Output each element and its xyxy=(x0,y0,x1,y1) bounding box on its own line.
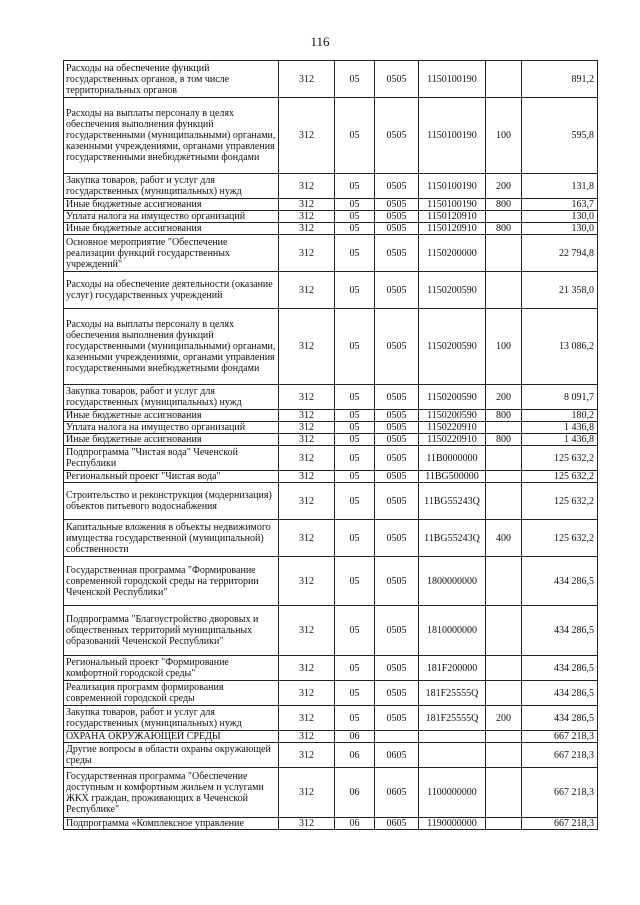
cell-amount: 130,0 xyxy=(522,223,598,235)
cell-name: Основное мероприятие "Обеспечение реализации функций государственных учреждений" xyxy=(64,235,279,272)
cell-ministry: 312 xyxy=(279,706,335,731)
table-body xyxy=(64,61,598,830)
cell-name: Закупка товаров, работ и услуг для государственных (муниципальных) нужд xyxy=(64,385,279,410)
cell-amount: 667 218,3 xyxy=(522,731,598,743)
budget-table xyxy=(63,60,598,830)
cell-type: 100 xyxy=(486,309,522,385)
cell-amount: 891,2 xyxy=(522,61,598,98)
cell-target: 1150100190 xyxy=(419,98,486,174)
cell-ministry: 312 xyxy=(279,446,335,471)
cell-target: 1100000000 xyxy=(419,768,486,818)
cell-type: 200 xyxy=(486,174,522,199)
cell-subsection: 0505 xyxy=(375,309,419,385)
cell-ministry: 312 xyxy=(279,309,335,385)
cell-ministry: 312 xyxy=(279,471,335,483)
table-row xyxy=(64,410,598,422)
table-row xyxy=(64,422,598,434)
cell-section: 05 xyxy=(335,681,375,706)
cell-name: Реализация программ формирования современной городской среды xyxy=(64,681,279,706)
cell-target: 11BG55243Q xyxy=(419,483,486,520)
cell-target: 1150120910 xyxy=(419,211,486,223)
cell-subsection: 0505 xyxy=(375,211,419,223)
cell-amount: 21 358,0 xyxy=(522,272,598,309)
cell-amount: 125 632,2 xyxy=(522,483,598,520)
cell-target: 181F200000 xyxy=(419,656,486,681)
table-row xyxy=(64,98,598,174)
cell-name: Иные бюджетные ассигнования xyxy=(64,199,279,211)
cell-type: 800 xyxy=(486,410,522,422)
table-row xyxy=(64,223,598,235)
cell-amount: 667 218,3 xyxy=(522,768,598,818)
cell-section: 05 xyxy=(335,656,375,681)
cell-section: 05 xyxy=(335,211,375,223)
cell-type: 800 xyxy=(486,434,522,446)
cell-name: Региональный проект "Формирование комфортной городской среды" xyxy=(64,656,279,681)
cell-type xyxy=(486,483,522,520)
cell-subsection xyxy=(375,731,419,743)
cell-amount: 125 632,2 xyxy=(522,471,598,483)
cell-type xyxy=(486,61,522,98)
cell-name: ОХРАНА ОКРУЖАЮЩЕЙ СРЕДЫ xyxy=(64,731,279,743)
cell-type xyxy=(486,211,522,223)
cell-subsection: 0505 xyxy=(375,446,419,471)
table-row xyxy=(64,446,598,471)
cell-name: Уплата налога на имущество организаций xyxy=(64,422,279,434)
table-row xyxy=(64,656,598,681)
cell-section: 05 xyxy=(335,446,375,471)
cell-section: 06 xyxy=(335,743,375,768)
cell-ministry: 312 xyxy=(279,731,335,743)
cell-ministry: 312 xyxy=(279,174,335,199)
cell-ministry: 312 xyxy=(279,385,335,410)
cell-target: 1150100190 xyxy=(419,174,486,199)
cell-subsection: 0505 xyxy=(375,422,419,434)
cell-type xyxy=(486,557,522,606)
cell-type: 200 xyxy=(486,385,522,410)
cell-ministry: 312 xyxy=(279,681,335,706)
cell-ministry: 312 xyxy=(279,656,335,681)
cell-name: Государственная программа "Обеспечение доступным и комфортным жильем и услугами ЖКХ граждан, проживающих в Чеченской Республике" xyxy=(64,768,279,818)
cell-ministry: 312 xyxy=(279,557,335,606)
cell-target: 1810000000 xyxy=(419,606,486,656)
cell-ministry: 312 xyxy=(279,434,335,446)
cell-ministry: 312 xyxy=(279,818,335,830)
cell-section: 05 xyxy=(335,61,375,98)
cell-name: Подпрограмма «Комплексное управление xyxy=(64,818,279,830)
cell-type xyxy=(486,818,522,830)
cell-type xyxy=(486,768,522,818)
cell-name: Иные бюджетные ассигнования xyxy=(64,434,279,446)
cell-type xyxy=(486,731,522,743)
cell-type xyxy=(486,656,522,681)
page-number: 116 xyxy=(310,34,330,49)
cell-target: 1150120910 xyxy=(419,223,486,235)
cell-target: 1150200590 xyxy=(419,410,486,422)
cell-amount: 130,0 xyxy=(522,211,598,223)
table-row xyxy=(64,309,598,385)
cell-subsection: 0505 xyxy=(375,434,419,446)
cell-section: 06 xyxy=(335,768,375,818)
cell-section: 05 xyxy=(335,98,375,174)
table-row xyxy=(64,174,598,199)
cell-type xyxy=(486,272,522,309)
cell-name: Региональный проект "Чистая вода" xyxy=(64,471,279,483)
cell-ministry: 312 xyxy=(279,743,335,768)
cell-name: Иные бюджетные ассигнования xyxy=(64,410,279,422)
cell-ministry: 312 xyxy=(279,211,335,223)
cell-name: Расходы на выплаты персоналу в целях обеспечения выполнения функций государственными (муниципальными) органами, казенными учреждениями, органами управления государственными внебюджетными фондами xyxy=(64,98,279,174)
table-row xyxy=(64,211,598,223)
cell-ministry: 312 xyxy=(279,422,335,434)
table-row xyxy=(64,272,598,309)
cell-amount: 180,2 xyxy=(522,410,598,422)
cell-name: Подпрограмма "Чистая вода" Чеченской Республики xyxy=(64,446,279,471)
table-row xyxy=(64,743,598,768)
cell-subsection: 0505 xyxy=(375,174,419,199)
cell-target: 11BG500000 xyxy=(419,471,486,483)
cell-ministry: 312 xyxy=(279,410,335,422)
cell-ministry: 312 xyxy=(279,272,335,309)
cell-section: 05 xyxy=(335,557,375,606)
cell-type xyxy=(486,681,522,706)
cell-section: 05 xyxy=(335,410,375,422)
cell-subsection: 0505 xyxy=(375,199,419,211)
cell-type: 800 xyxy=(486,223,522,235)
cell-amount: 131,8 xyxy=(522,174,598,199)
cell-amount: 434 286,5 xyxy=(522,656,598,681)
cell-ministry: 312 xyxy=(279,235,335,272)
cell-type: 800 xyxy=(486,199,522,211)
cell-amount: 1 436,8 xyxy=(522,422,598,434)
cell-section: 05 xyxy=(335,199,375,211)
cell-ministry: 312 xyxy=(279,199,335,211)
cell-amount: 434 286,5 xyxy=(522,706,598,731)
cell-name: Другие вопросы в области охраны окружающей среды xyxy=(64,743,279,768)
cell-amount: 595,8 xyxy=(522,98,598,174)
cell-name: Закупка товаров, работ и услуг для государственных (муниципальных) нужд xyxy=(64,174,279,199)
cell-subsection: 0505 xyxy=(375,272,419,309)
cell-section: 05 xyxy=(335,235,375,272)
cell-target: 11BG55243Q xyxy=(419,520,486,557)
table-row xyxy=(64,681,598,706)
cell-section: 05 xyxy=(335,520,375,557)
table-row xyxy=(64,483,598,520)
cell-section: 05 xyxy=(335,174,375,199)
cell-name: Строительство и реконструкция (модернизация) объектов питьевого водоснабжения xyxy=(64,483,279,520)
cell-ministry: 312 xyxy=(279,98,335,174)
cell-name: Расходы на обеспечение функций государственных органов, в том числе территориальных органов xyxy=(64,61,279,98)
cell-target: 1150200590 xyxy=(419,309,486,385)
cell-ministry: 312 xyxy=(279,768,335,818)
cell-type xyxy=(486,235,522,272)
cell-section: 05 xyxy=(335,606,375,656)
cell-section: 05 xyxy=(335,385,375,410)
cell-target: 1150200590 xyxy=(419,272,486,309)
table-row xyxy=(64,731,598,743)
cell-type: 100 xyxy=(486,98,522,174)
cell-subsection: 0505 xyxy=(375,520,419,557)
cell-section: 06 xyxy=(335,731,375,743)
cell-target: 1800000000 xyxy=(419,557,486,606)
cell-amount: 434 286,5 xyxy=(522,681,598,706)
cell-amount: 667 218,3 xyxy=(522,818,598,830)
table-row xyxy=(64,471,598,483)
cell-name: Подпрограмма "Благоустройство дворовых и общественных территорий муниципальных образований Чеченской Республики" xyxy=(64,606,279,656)
cell-target: 1150200590 xyxy=(419,385,486,410)
cell-ministry: 312 xyxy=(279,520,335,557)
cell-subsection: 0605 xyxy=(375,818,419,830)
cell-target: 11B0000000 xyxy=(419,446,486,471)
cell-target: 1150220910 xyxy=(419,422,486,434)
cell-target xyxy=(419,731,486,743)
table-row xyxy=(64,61,598,98)
cell-section: 05 xyxy=(335,309,375,385)
cell-ministry: 312 xyxy=(279,483,335,520)
cell-section: 05 xyxy=(335,422,375,434)
cell-subsection: 0505 xyxy=(375,98,419,174)
cell-amount: 434 286,5 xyxy=(522,606,598,656)
cell-target: 1150200000 xyxy=(419,235,486,272)
table-row xyxy=(64,385,598,410)
table-row xyxy=(64,199,598,211)
cell-subsection: 0505 xyxy=(375,471,419,483)
cell-subsection: 0505 xyxy=(375,61,419,98)
cell-amount: 125 632,2 xyxy=(522,520,598,557)
cell-target: 181F25555Q xyxy=(419,681,486,706)
cell-amount: 163,7 xyxy=(522,199,598,211)
cell-name: Закупка товаров, работ и услуг для государственных (муниципальных) нужд xyxy=(64,706,279,731)
table-row xyxy=(64,434,598,446)
cell-section: 05 xyxy=(335,272,375,309)
cell-target: 1150100190 xyxy=(419,199,486,211)
cell-type: 200 xyxy=(486,706,522,731)
cell-ministry: 312 xyxy=(279,61,335,98)
table-row xyxy=(64,706,598,731)
cell-type xyxy=(486,471,522,483)
cell-ministry: 312 xyxy=(279,223,335,235)
cell-amount: 1 436,8 xyxy=(522,434,598,446)
table-row xyxy=(64,520,598,557)
cell-name: Уплата налога на имущество организаций xyxy=(64,211,279,223)
cell-name: Государственная программа "Формирование современной городской среды на территории Чеченской Республики" xyxy=(64,557,279,606)
cell-subsection: 0505 xyxy=(375,606,419,656)
cell-subsection: 0505 xyxy=(375,410,419,422)
table-row xyxy=(64,235,598,272)
cell-section: 05 xyxy=(335,483,375,520)
cell-subsection: 0505 xyxy=(375,681,419,706)
cell-subsection: 0505 xyxy=(375,557,419,606)
cell-type xyxy=(486,422,522,434)
cell-amount: 667 218,3 xyxy=(522,743,598,768)
cell-subsection: 0505 xyxy=(375,656,419,681)
cell-section: 05 xyxy=(335,223,375,235)
cell-name: Капитальные вложения в объекты недвижимого имущества государственной (муниципальной) собственности xyxy=(64,520,279,557)
cell-subsection: 0605 xyxy=(375,768,419,818)
cell-target: 181F25555Q xyxy=(419,706,486,731)
cell-name: Расходы на обеспечение деятельности (оказание услуг) государственных учреждений xyxy=(64,272,279,309)
cell-subsection: 0505 xyxy=(375,483,419,520)
cell-section: 06 xyxy=(335,818,375,830)
cell-subsection: 0505 xyxy=(375,706,419,731)
cell-subsection: 0605 xyxy=(375,743,419,768)
cell-target: 1150220910 xyxy=(419,434,486,446)
cell-subsection: 0505 xyxy=(375,235,419,272)
cell-subsection: 0505 xyxy=(375,385,419,410)
cell-target: 1150100190 xyxy=(419,61,486,98)
table-row xyxy=(64,768,598,818)
cell-section: 05 xyxy=(335,434,375,446)
cell-name: Расходы на выплаты персоналу в целях обеспечения выполнения функций государственными (муниципальными) органами, казенными учреждениями, органами управления государственными внебюджетными фондами xyxy=(64,309,279,385)
table-row xyxy=(64,818,598,830)
cell-type xyxy=(486,446,522,471)
cell-target xyxy=(419,743,486,768)
cell-type xyxy=(486,606,522,656)
cell-subsection: 0505 xyxy=(375,223,419,235)
cell-type xyxy=(486,743,522,768)
cell-section: 05 xyxy=(335,471,375,483)
cell-amount: 8 091,7 xyxy=(522,385,598,410)
cell-amount: 125 632,2 xyxy=(522,446,598,471)
cell-amount: 22 794,8 xyxy=(522,235,598,272)
cell-type: 400 xyxy=(486,520,522,557)
cell-section: 05 xyxy=(335,706,375,731)
cell-amount: 13 086,2 xyxy=(522,309,598,385)
table-row xyxy=(64,606,598,656)
cell-amount: 434 286,5 xyxy=(522,557,598,606)
cell-target: 1190000000 xyxy=(419,818,486,830)
table-row xyxy=(64,557,598,606)
cell-ministry: 312 xyxy=(279,606,335,656)
cell-name: Иные бюджетные ассигнования xyxy=(64,223,279,235)
